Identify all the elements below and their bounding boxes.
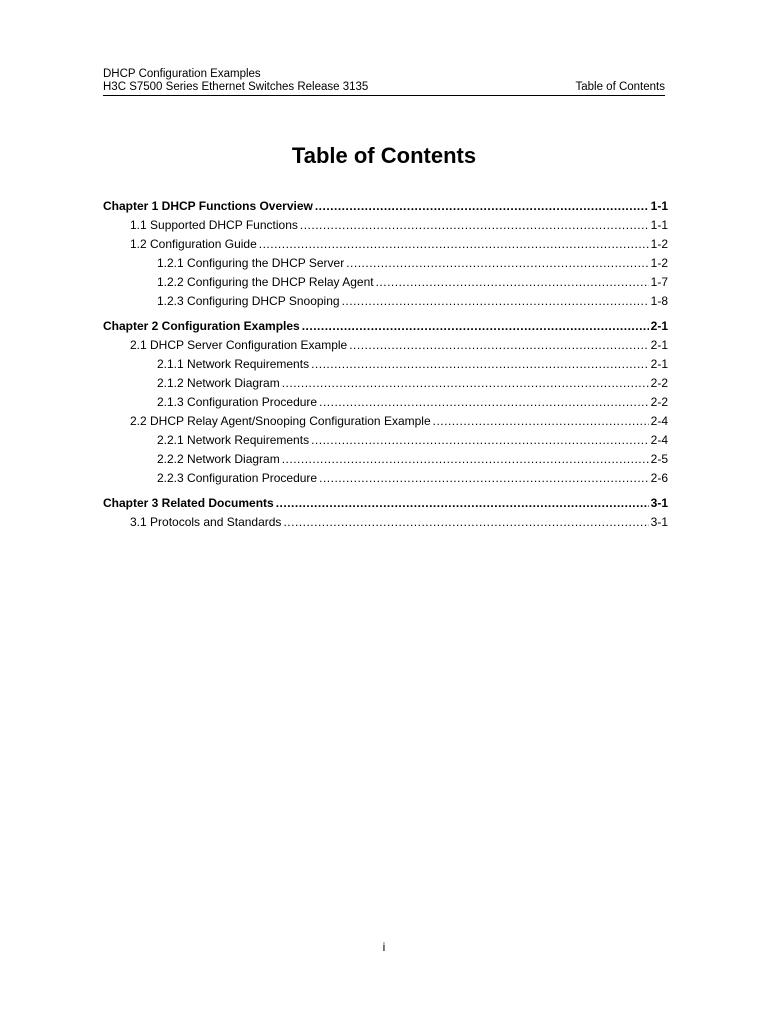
toc-entry-1-2[interactable] — [103, 235, 668, 254]
toc-entry-1-2-3[interactable] — [103, 292, 668, 311]
toc-page-number: 2-1 — [650, 357, 668, 371]
toc-entry-label: 2.1 DHCP Server Configuration Example — [130, 338, 348, 352]
toc-entry-label: 1.2.2 Configuring the DHCP Relay Agent — [157, 275, 374, 289]
dot-leader — [342, 292, 649, 311]
toc-entry-label: 1.2.1 Configuring the DHCP Server — [157, 256, 345, 270]
dot-leader — [283, 513, 648, 532]
toc-entry-2-2-1[interactable] — [103, 431, 668, 450]
toc-page-number: 2-6 — [650, 471, 668, 485]
dot-leader — [433, 412, 649, 431]
dot-leader — [282, 450, 649, 469]
page-number-footer: i — [382, 940, 386, 954]
page-title: Table of Contents — [291, 143, 477, 168]
toc-entry-1-2-1[interactable] — [103, 254, 668, 273]
toc-entry-label: 2.2.1 Network Requirements — [157, 433, 310, 447]
dot-leader — [282, 374, 649, 393]
toc-entry-label: 2.2.3 Configuration Procedure — [157, 471, 318, 485]
dot-leader — [346, 254, 648, 273]
dot-leader — [300, 216, 649, 235]
toc-entry-label: 2.2 DHCP Relay Agent/Snooping Configuration Example — [130, 414, 431, 428]
toc-entry-1-1[interactable] — [103, 216, 668, 235]
toc-entry-3-1[interactable] — [103, 513, 668, 532]
toc-entry-2-2-2[interactable] — [103, 450, 668, 469]
toc-entry-chapter-1[interactable] — [103, 197, 668, 216]
dot-leader — [349, 336, 648, 355]
dot-leader — [311, 431, 649, 450]
toc-entry-label: 1.2 Configuration Guide — [130, 237, 257, 251]
dot-leader — [376, 273, 649, 292]
toc-page-number: 2-1 — [650, 319, 668, 333]
page-header — [103, 68, 665, 96]
toc-entry-label: 1.1 Supported DHCP Functions — [130, 218, 298, 232]
dot-leader — [276, 494, 649, 513]
dot-leader — [259, 235, 649, 254]
toc-entry-chapter-2[interactable] — [103, 317, 668, 336]
toc-page-number: 1-2 — [650, 256, 668, 270]
toc-page-number: 1-8 — [650, 294, 668, 308]
toc-entry-label: 2.1.1 Network Requirements — [157, 357, 310, 371]
toc-page-number: 1-2 — [650, 237, 668, 251]
table-of-contents — [103, 197, 668, 532]
toc-page-number: 2-5 — [650, 452, 668, 466]
toc-entry-2-1-1[interactable] — [103, 355, 668, 374]
toc-entry-2-2[interactable] — [103, 412, 668, 431]
section-name: Table of Contents — [575, 81, 665, 93]
toc-entry-label: Chapter 1 DHCP Functions Overview — [103, 199, 313, 213]
toc-page-number: 1-1 — [650, 199, 668, 213]
header-rule — [103, 81, 665, 96]
toc-entry-label: 3.1 Protocols and Standards — [130, 515, 282, 529]
toc-entry-1-2-2[interactable] — [103, 273, 668, 292]
toc-entry-2-1-3[interactable] — [103, 393, 668, 412]
toc-entry-label: Chapter 3 Related Documents — [103, 496, 274, 510]
toc-page-number: 3-1 — [650, 515, 668, 529]
toc-entry-label: 2.2.2 Network Diagram — [157, 452, 280, 466]
document-title: DHCP Configuration Examples — [103, 68, 261, 80]
dot-leader — [302, 317, 649, 336]
toc-page-number: 1-7 — [650, 275, 668, 289]
toc-page-number: 2-4 — [650, 414, 668, 428]
toc-entry-2-2-3[interactable] — [103, 469, 668, 488]
toc-entry-2-1-2[interactable] — [103, 374, 668, 393]
product-name: H3C S7500 Series Ethernet Switches Release 3135 — [103, 81, 369, 93]
toc-page-number: 1-1 — [650, 218, 668, 232]
toc-entry-label: 2.1.2 Network Diagram — [157, 376, 280, 390]
toc-entry-chapter-3[interactable] — [103, 494, 668, 513]
toc-page-number: 3-1 — [650, 496, 668, 510]
dot-leader — [311, 355, 649, 374]
toc-entry-label: Chapter 2 Configuration Examples — [103, 319, 300, 333]
toc-page-number: 2-1 — [650, 338, 668, 352]
dot-leader — [319, 469, 649, 488]
toc-entry-2-1[interactable] — [103, 336, 668, 355]
toc-page-number: 2-4 — [650, 433, 668, 447]
toc-page-number: 2-2 — [650, 376, 668, 390]
toc-entry-label: 2.1.3 Configuration Procedure — [157, 395, 318, 409]
dot-leader — [315, 197, 649, 216]
toc-page-number: 2-2 — [650, 395, 668, 409]
toc-entry-label: 1.2.3 Configuring DHCP Snooping — [157, 294, 340, 308]
dot-leader — [319, 393, 649, 412]
